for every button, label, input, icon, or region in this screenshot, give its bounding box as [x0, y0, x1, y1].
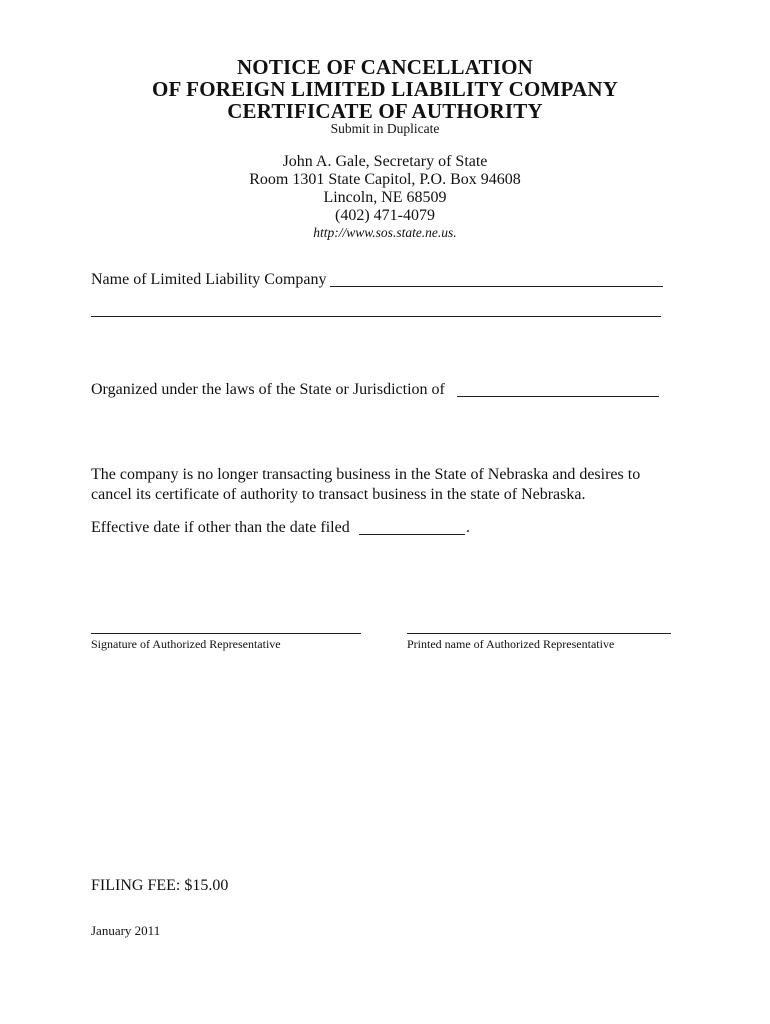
form-title-line-2: OF FOREIGN LIMITED LIABILITY COMPANY: [151, 77, 619, 101]
effective-date-period: .: [466, 519, 470, 536]
office-phone: (402) 471-4079: [335, 207, 435, 224]
jurisdiction-field[interactable]: [457, 396, 659, 397]
office-address: Room 1301 State Capitol, P.O. Box 94608: [249, 171, 521, 188]
company-name-label: Name of Limited Liability Company: [91, 271, 327, 288]
office-city: Lincoln, NE 68509: [323, 189, 447, 206]
signature-label: Signature of Authorized Representative: [91, 637, 281, 651]
signature-field[interactable]: [91, 633, 361, 634]
effective-date-field[interactable]: [359, 534, 465, 535]
office-url: http://www.sos.state.ne.us.: [313, 225, 457, 240]
printed-name-label: Printed name of Authorized Representative: [407, 637, 615, 651]
statement-line-2: cancel its certificate of authority to transact business in the state of Nebraska.: [91, 486, 586, 503]
statement-line-1: The company is no longer transacting business in the State of Nebraska and desires to: [91, 466, 641, 483]
revision-date: January 2011: [91, 923, 161, 938]
effective-date-label: Effective date if other than the date filed: [91, 519, 350, 536]
company-name-field-line-2[interactable]: [91, 316, 661, 317]
submit-note: Submit in Duplicate: [330, 121, 440, 136]
form-title-line-1: NOTICE OF CANCELLATION: [236, 55, 534, 79]
company-name-field[interactable]: [330, 286, 663, 287]
jurisdiction-label: Organized under the laws of the State or Jurisdiction of: [91, 381, 445, 398]
secretary-name: John A. Gale, Secretary of State: [282, 153, 488, 170]
form-title-line-3: CERTIFICATE OF AUTHORITY: [227, 99, 543, 123]
filing-fee: FILING FEE: $15.00: [91, 877, 229, 894]
printed-name-field[interactable]: [407, 633, 671, 634]
